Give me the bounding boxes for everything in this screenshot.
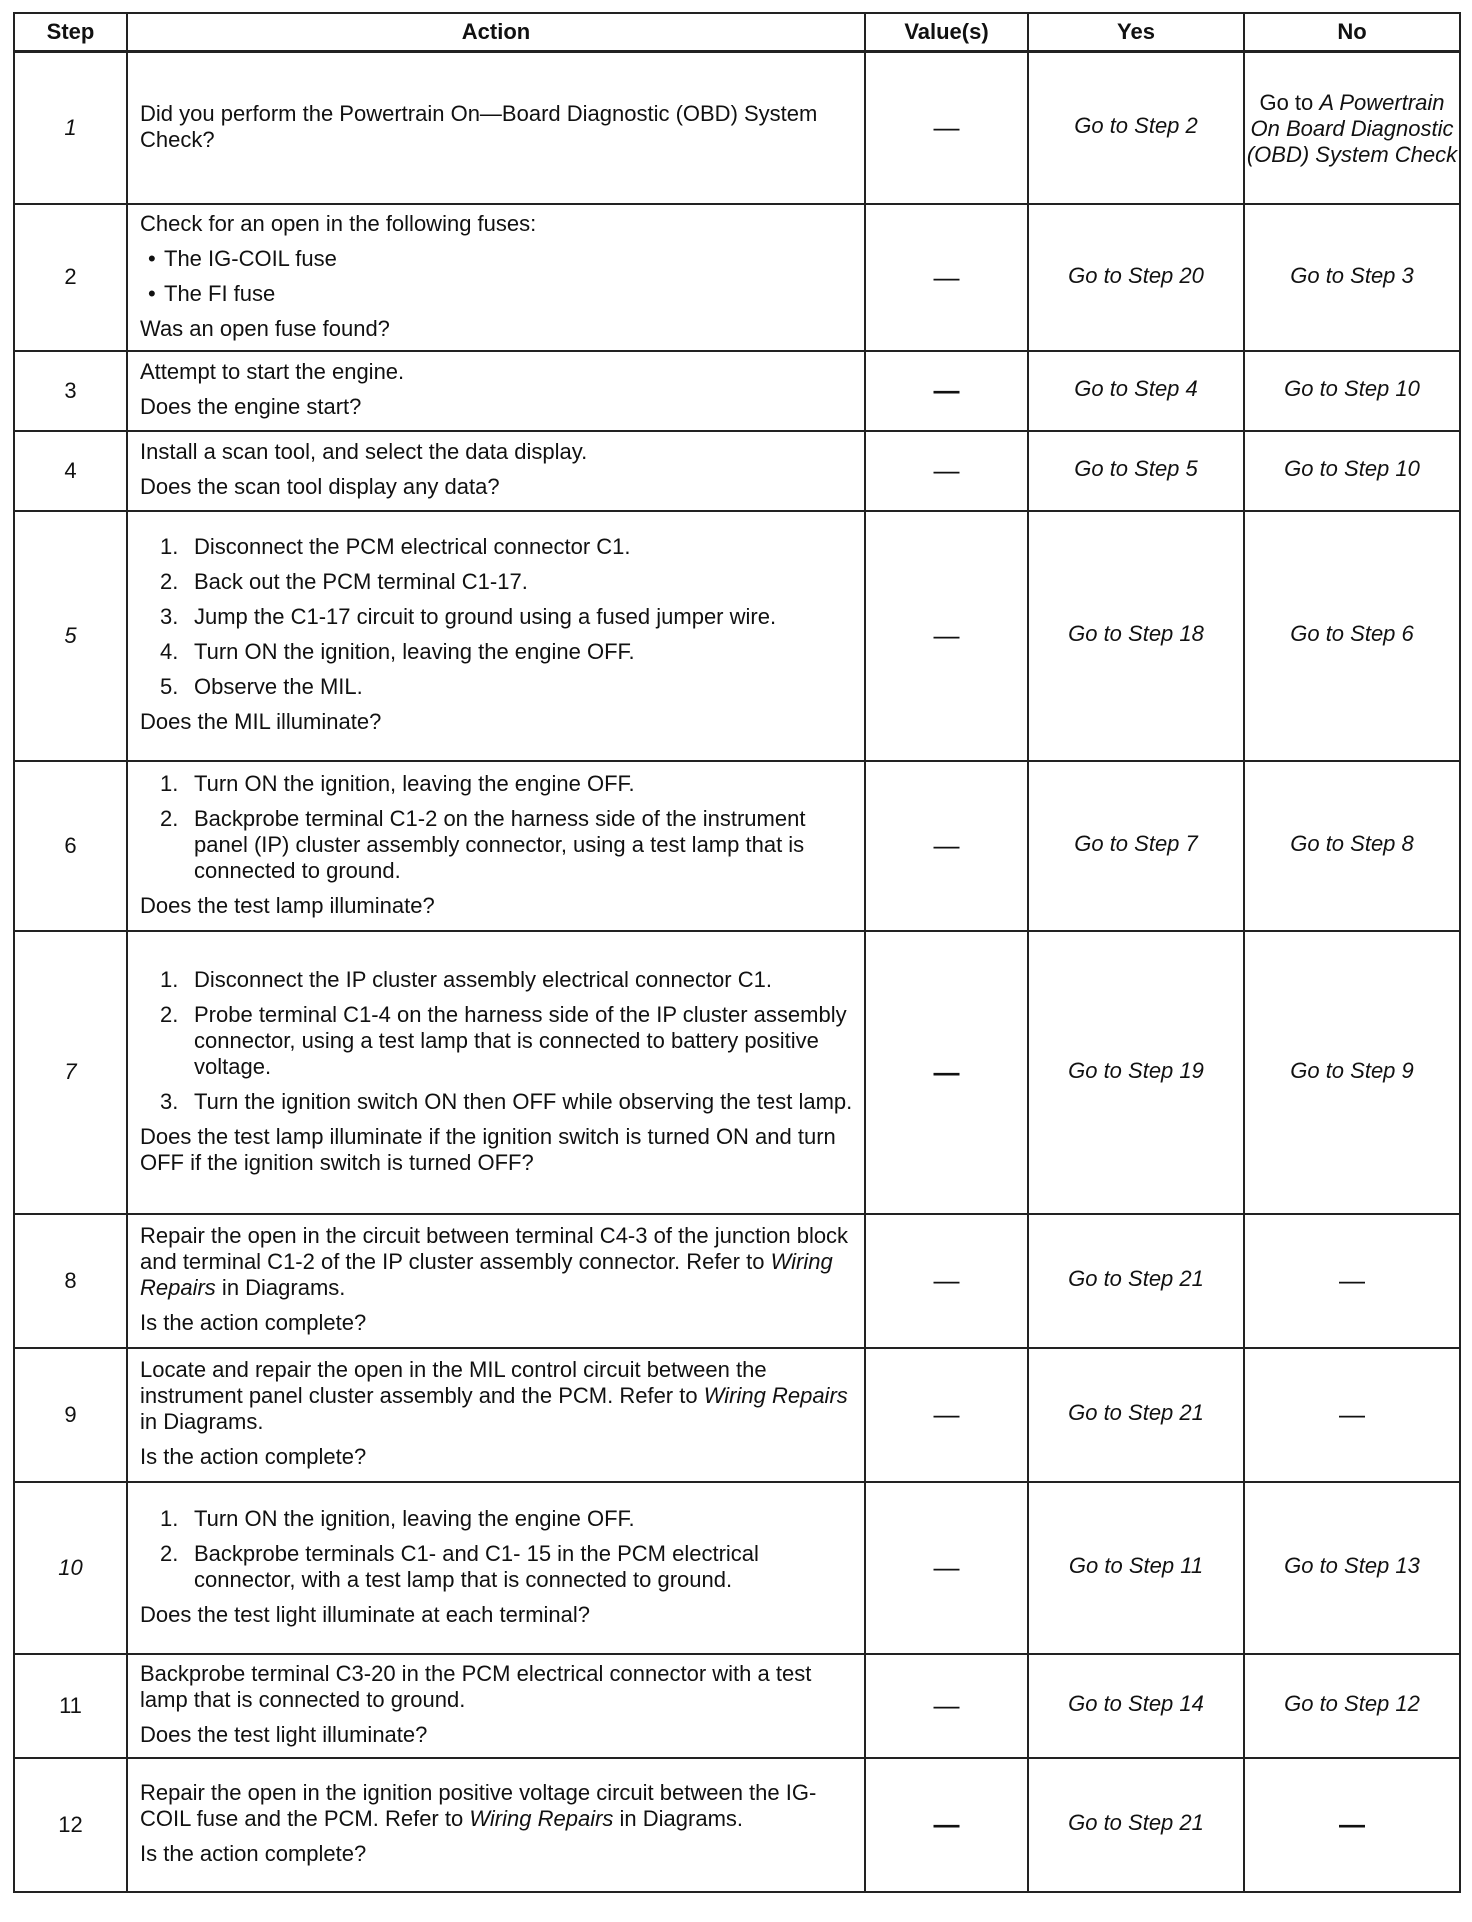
action-question: Is the action complete? <box>140 1841 367 1866</box>
no-cell: — <box>1244 1214 1460 1348</box>
action-cell <box>127 52 865 204</box>
fuse-list <box>140 246 854 307</box>
value-cell: — <box>865 1214 1028 1348</box>
no-cell: — <box>1244 1758 1460 1892</box>
header-step: Step <box>14 13 127 52</box>
list-item: 1. Turn ON the ignition, leaving the engine OFF. <box>160 770 635 796</box>
action-question: Is the action complete? <box>140 1444 367 1469</box>
action-cell <box>127 1214 865 1348</box>
table-row <box>14 1214 1460 1348</box>
table-row <box>14 52 1460 204</box>
action-text: Did you perform the Powertrain On—Board Diagnostic (OBD) System Check? <box>140 100 818 152</box>
action-question: Does the test lamp illuminate if the ignition switch is turned ON and turn OFF if the ignition switch is turned OFF? <box>140 1123 836 1175</box>
value-cell: — <box>865 52 1028 204</box>
value-cell: — <box>865 931 1028 1214</box>
yes-cell: Go to Step 2 <box>1028 52 1244 204</box>
procedure-list <box>140 1506 854 1593</box>
action-cell <box>127 431 865 511</box>
no-cell: — <box>1244 1348 1460 1482</box>
action-text: Repair the open in the ignition positive voltage circuit between the IG-COIL fuse and the PCM. Refer to Wiring Repairs in Diagrams. <box>140 1780 817 1831</box>
table-row <box>14 761 1460 931</box>
table-row <box>14 1482 1460 1654</box>
action-text: Attempt to start the engine. <box>140 359 405 384</box>
procedure-list <box>140 534 854 700</box>
header-row <box>14 13 1460 52</box>
list-item: 2. Back out the PCM terminal C1-17. <box>160 569 528 594</box>
action-question: Is the action complete? <box>140 1310 367 1335</box>
table-row <box>14 1654 1460 1758</box>
list-item: 1. Disconnect the IP cluster assembly electrical connector C1. <box>160 966 772 992</box>
no-cell: Go to Step 3 <box>1244 204 1460 351</box>
yes-cell: Go to Step 11 <box>1028 1482 1244 1654</box>
step-number: 3 <box>14 351 127 431</box>
table-row <box>14 204 1460 351</box>
action-question: Does the test lamp illuminate? <box>140 892 435 918</box>
action-cell <box>127 1482 865 1654</box>
step-number: 2 <box>14 204 127 351</box>
yes-cell: Go to Step 21 <box>1028 1348 1244 1482</box>
value-cell: — <box>865 431 1028 511</box>
step-number: 11 <box>14 1654 127 1758</box>
table-row <box>14 1348 1460 1482</box>
value-cell: — <box>865 511 1028 761</box>
list-item: 3. Jump the C1-17 circuit to ground using a fused jumper wire. <box>160 604 777 629</box>
action-intro: Check for an open in the following fuses: <box>140 210 537 236</box>
action-cell <box>127 931 865 1214</box>
no-cell: Go to Step 10 <box>1244 431 1460 511</box>
value-cell: — <box>865 1348 1028 1482</box>
list-item: 5. Observe the MIL. <box>160 674 363 699</box>
header-values: Value(s) <box>865 13 1028 52</box>
action-question: Was an open fuse found? <box>140 315 390 341</box>
no-cell <box>1244 52 1460 204</box>
diagnostic-table-sheet <box>13 12 1459 1909</box>
step-number: 12 <box>14 1758 127 1892</box>
yes-cell: Go to Step 5 <box>1028 431 1244 511</box>
value-cell: — <box>865 351 1028 431</box>
list-item: 4. Turn ON the ignition, leaving the engine OFF. <box>160 639 635 664</box>
step-number: 6 <box>14 761 127 931</box>
no-reference: A Powertrain On Board Diagnostic (OBD) System Check <box>1246 89 1458 167</box>
action-text: Repair the open in the circuit between terminal C4-3 of the junction block and terminal C1-2 of the IP cluster assembly connector. Refer to Wiring Repairs in Diagrams. <box>140 1223 849 1300</box>
table-row <box>14 931 1460 1214</box>
header-action: Action <box>127 13 865 52</box>
step-number: 8 <box>14 1214 127 1348</box>
action-question: Does the test light illuminate? <box>140 1722 428 1747</box>
yes-cell: Go to Step 19 <box>1028 931 1244 1214</box>
yes-cell: Go to Step 20 <box>1028 204 1244 351</box>
action-cell <box>127 351 865 431</box>
action-question: Does the test light illuminate at each terminal? <box>140 1601 591 1627</box>
no-cell: Go to Step 6 <box>1244 511 1460 761</box>
table-row <box>14 511 1460 761</box>
header-no: No <box>1244 13 1460 52</box>
action-question: Does the engine start? <box>140 394 362 419</box>
action-text: Locate and repair the open in the MIL control circuit between the instrument panel cluster assembly and the PCM. Refer to Wiring Repairs in Diagrams. <box>140 1357 848 1434</box>
table-row <box>14 1758 1460 1892</box>
action-cell <box>127 761 865 931</box>
no-cell: Go to Step 12 <box>1244 1654 1460 1758</box>
step-number: 1 <box>14 52 127 204</box>
list-item: • The FI fuse <box>140 281 854 307</box>
table-row <box>14 431 1460 511</box>
no-cell: Go to Step 8 <box>1244 761 1460 931</box>
yes-cell: Go to Step 18 <box>1028 511 1244 761</box>
step-number: 4 <box>14 431 127 511</box>
list-item: 2. Backprobe terminal C1-2 on the harness side of the instrument panel (IP) cluster assembly connector, using a test lamp that is connected to ground. <box>160 805 806 883</box>
action-text: Install a scan tool, and select the data display. <box>140 439 588 464</box>
no-prefix: Go to <box>1259 89 1320 115</box>
list-item: 1. Turn ON the ignition, leaving the engine OFF. <box>160 1505 635 1531</box>
step-number: 10 <box>14 1482 127 1654</box>
yes-cell: Go to Step 7 <box>1028 761 1244 931</box>
value-cell: — <box>865 1758 1028 1892</box>
value-cell: — <box>865 761 1028 931</box>
yes-cell: Go to Step 21 <box>1028 1758 1244 1892</box>
action-text: Backprobe terminal C3-20 in the PCM electrical connector with a test lamp that is connected to ground. <box>140 1661 812 1712</box>
diagnostic-table <box>13 12 1461 1893</box>
list-item: 3. Turn the ignition switch ON then OFF while observing the test lamp. <box>160 1088 853 1114</box>
header-yes: Yes <box>1028 13 1244 52</box>
action-question: Does the MIL illuminate? <box>140 709 382 734</box>
procedure-list <box>140 771 854 884</box>
list-item: • The IG-COIL fuse <box>140 246 854 272</box>
action-cell <box>127 204 865 351</box>
list-item: 1. Disconnect the PCM electrical connector C1. <box>160 534 631 559</box>
no-cell: Go to Step 10 <box>1244 351 1460 431</box>
action-cell <box>127 1654 865 1758</box>
action-question: Does the scan tool display any data? <box>140 474 500 499</box>
step-number: 7 <box>14 931 127 1214</box>
no-cell: Go to Step 13 <box>1244 1482 1460 1654</box>
value-cell: — <box>865 1654 1028 1758</box>
step-number: 5 <box>14 511 127 761</box>
procedure-list <box>140 967 854 1115</box>
no-cell: Go to Step 9 <box>1244 931 1460 1214</box>
action-cell <box>127 511 865 761</box>
action-cell <box>127 1348 865 1482</box>
yes-cell: Go to Step 21 <box>1028 1214 1244 1348</box>
value-cell: — <box>865 204 1028 351</box>
yes-cell: Go to Step 14 <box>1028 1654 1244 1758</box>
value-cell: — <box>865 1482 1028 1654</box>
step-number: 9 <box>14 1348 127 1482</box>
yes-cell: Go to Step 4 <box>1028 351 1244 431</box>
action-cell <box>127 1758 865 1892</box>
table-row <box>14 351 1460 431</box>
list-item: 2. Backprobe terminals C1- and C1- 15 in the PCM electrical connector, with a test lamp that is connected to ground. <box>160 1540 759 1592</box>
list-item: 2. Probe terminal C1-4 on the harness side of the IP cluster assembly connector, using a test lamp that is connected to battery positive voltage. <box>160 1001 847 1079</box>
